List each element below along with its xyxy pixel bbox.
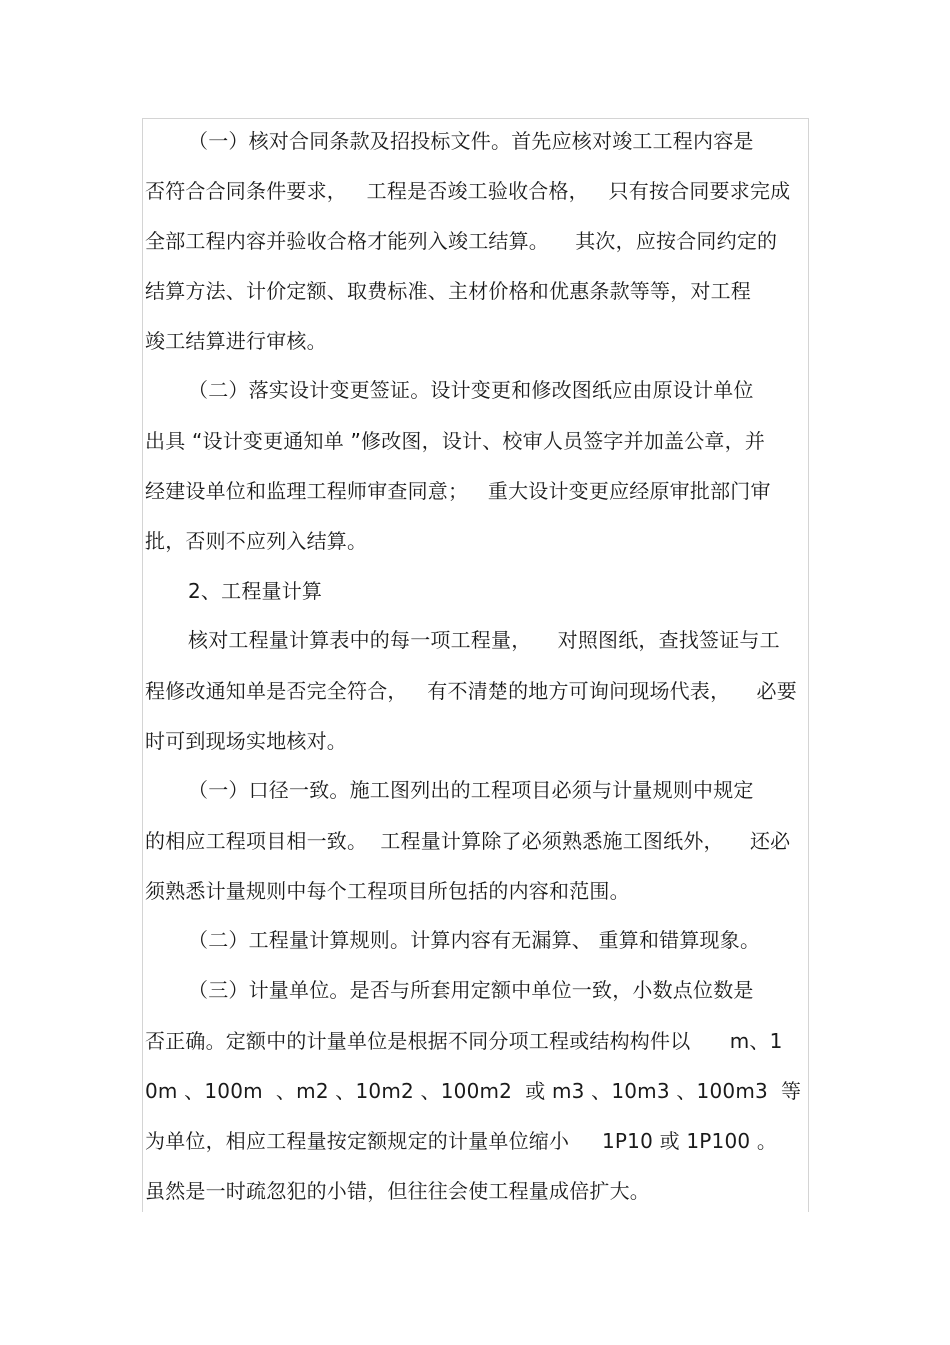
paragraph-line: 否正确。定额中的计量单位是根据不同分项工程或结构构件以 m、1 <box>145 1029 783 1053</box>
section-heading: 2、工程量计算 <box>188 579 323 603</box>
paragraph-line: （二）落实设计变更签证。设计变更和修改图纸应由原设计单位 <box>188 378 754 402</box>
page-border-top <box>142 118 809 119</box>
paragraph-line: 为单位，相应工程量按定额规定的计量单位缩小 1P10 或 1P100 。 <box>145 1129 778 1153</box>
paragraph-line: 虽然是一时疏忽犯的小错，但往往会使工程量成倍扩大。 <box>145 1179 650 1203</box>
paragraph-line: 0m 、100m 、m2 、10m2 、100m2 或 m3 、10m3 、100m3 等 <box>145 1079 802 1103</box>
paragraph-line: 结算方法、计价定额、取费标准、主材价格和优惠条款等等，对工程 <box>145 279 751 303</box>
paragraph-line: 竣工结算进行审核。 <box>145 329 327 353</box>
paragraph-line: （一）核对合同条款及招投标文件。首先应核对竣工工程内容是 <box>188 129 754 153</box>
page-border-left <box>142 118 143 1212</box>
paragraph-line: 全部工程内容并验收合格才能列入竣工结算。 其次，应按合同约定的 <box>145 229 778 253</box>
paragraph-line: （一）口径一致。施工图列出的工程项目必须与计量规则中规定 <box>188 778 754 802</box>
paragraph-line: （三）计量单位。是否与所套用定额中单位一致，小数点位数是 <box>188 978 754 1002</box>
paragraph-line: 批，否则不应列入结算。 <box>145 529 368 553</box>
paragraph-line: 程修改通知单是否完全符合， 有不清楚的地方可询问现场代表， 必要 <box>145 679 797 703</box>
paragraph-line: 须熟悉计量规则中每个工程项目所包括的内容和范围。 <box>145 879 630 903</box>
paragraph-line: 时可到现场实地核对。 <box>145 729 347 753</box>
paragraph-line: 否符合合同条件要求， 工程是否竣工验收合格， 只有按合同要求完成 <box>145 179 791 203</box>
page-border-right <box>808 118 809 1212</box>
paragraph-line: 出具 “设计变更通知单 ”修改图，设计、校审人员签字并加盖公章，并 <box>145 429 766 453</box>
paragraph-line: 的相应工程项目相一致。 工程量计算除了必须熟悉施工图纸外， 还必 <box>145 829 791 853</box>
paragraph-line: （二）工程量计算规则。计算内容有无漏算、 重算和错算现象。 <box>188 928 761 952</box>
paragraph-line: 核对工程量计算表中的每一项工程量， 对照图纸，查找签证与工 <box>188 628 780 652</box>
paragraph-line: 经建设单位和监理工程师审查同意； 重大设计变更应经原审批部门审 <box>145 479 771 503</box>
